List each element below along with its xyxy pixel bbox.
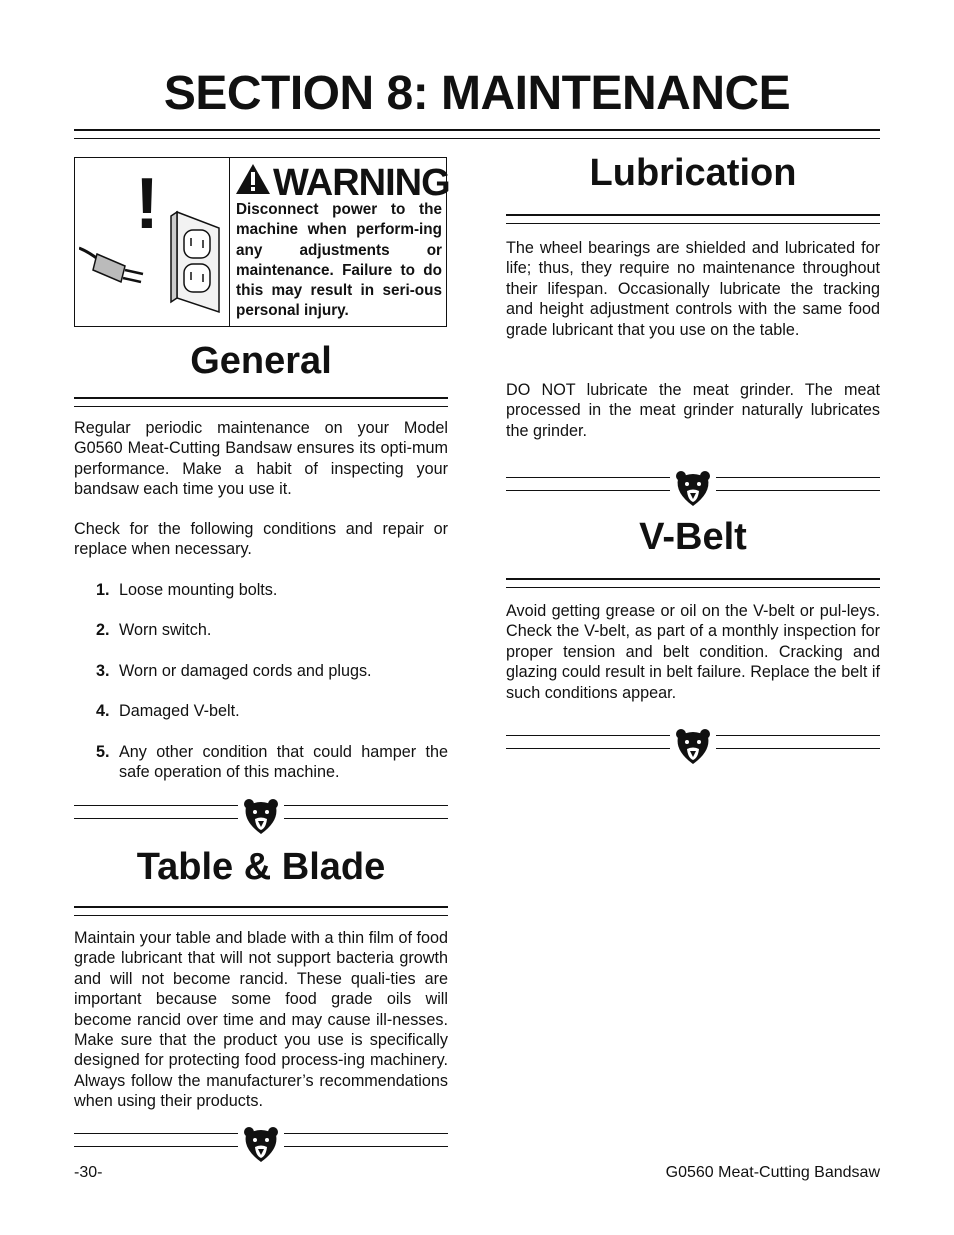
vbelt-heading: V-Belt [639,516,747,558]
page-number: -30- [74,1164,103,1181]
title-rule [74,129,880,131]
section-separator [506,467,880,507]
conditions-list [96,580,448,802]
list-item [96,701,448,721]
warning-triangle-icon [235,162,273,205]
list-item-number: 2. [96,621,110,640]
warning-heading-text: WARNING [273,162,450,204]
list-item-text: Any other condition that could hamper the safe operation of this machine. [119,742,448,782]
list-item-number: 5. [96,742,110,761]
vbelt-rule [506,578,880,580]
lubrication-para-1: The wheel bearings are shielded and lubricated for life; thus, they require no maintenance throughout their lifespan. Occasionally lubricate the tracking and height adjustment controls with the same food grade lubricant that you use on the table. [506,239,880,339]
list-item-number: 3. [96,661,110,680]
table-blade-rule [74,906,448,908]
warning-heading [235,162,450,205]
bear-head-icon [675,469,711,512]
page-title: SECTION 8: MAINTENANCE [163,67,791,120]
bear-head-icon [243,797,279,840]
list-item [96,742,448,783]
section-separator [74,1123,448,1163]
plug-outlet-icon [79,208,225,329]
document-name: G0560 Meat-Cutting Bandsaw [665,1164,880,1181]
list-item-text: Worn or damaged cords and plugs. [119,661,372,680]
warning-divider [229,158,230,326]
list-item-text: Damaged V-belt. [119,702,240,721]
list-item-number: 1. [96,581,110,599]
lubrication-para-2: DO NOT lubricate the meat grinder. The meat processed in the meat grinder naturally lubricates the grinder. [506,381,880,440]
list-item [96,580,448,600]
general-rule [74,397,448,399]
bear-head-icon [675,727,711,770]
warning-text: Disconnect power to the machine when perform-ing any adjustments or maintenance. Failure to do this may result in seri-ous personal injury. [236,201,442,320]
table-blade-para-1: Maintain your table and blade with a thin film of food grade lubricant that will not support bacteria growth and will not become rancid. These quali-ties are important because some food grade oils will become rancid over time and may cause ill-nesses. Make sure that the product you use is specifically designed for protecting food process-ing machinery. Always follow the manufacturer’s recommendations when using their products. [74,929,448,1111]
general-para-2: Check for the following conditions and repair or replace when necessary. [74,520,448,559]
list-item [96,661,448,681]
warning-box [74,157,450,327]
list-item-number: 4. [96,702,110,721]
lubrication-rule [506,214,880,216]
list-item-text: Loose mounting bolts. [119,581,278,599]
list-item-text: Worn switch. [119,621,212,640]
lubrication-heading: Lubrication [589,152,797,194]
warning-exclamation: ! [135,164,159,244]
section-separator [506,725,880,765]
section-separator [74,795,448,835]
bear-head-icon [243,1125,279,1168]
table-blade-heading: Table & Blade [136,846,386,888]
general-heading: General [190,340,332,382]
general-para-1: Regular periodic maintenance on your Model G0560 Meat-Cutting Bandsaw ensures its opti-mum performance. Make a habit of inspecting your bandsaw each time you use it. [74,419,448,499]
vbelt-para-1: Avoid getting grease or oil on the V-belt or pul-leys. Check the V-belt, as part of a monthly inspection for proper tension and belt condition. Cracking and glazing could result in belt failure. Replace the belt if such conditions appear. [506,602,880,702]
list-item [96,620,448,640]
